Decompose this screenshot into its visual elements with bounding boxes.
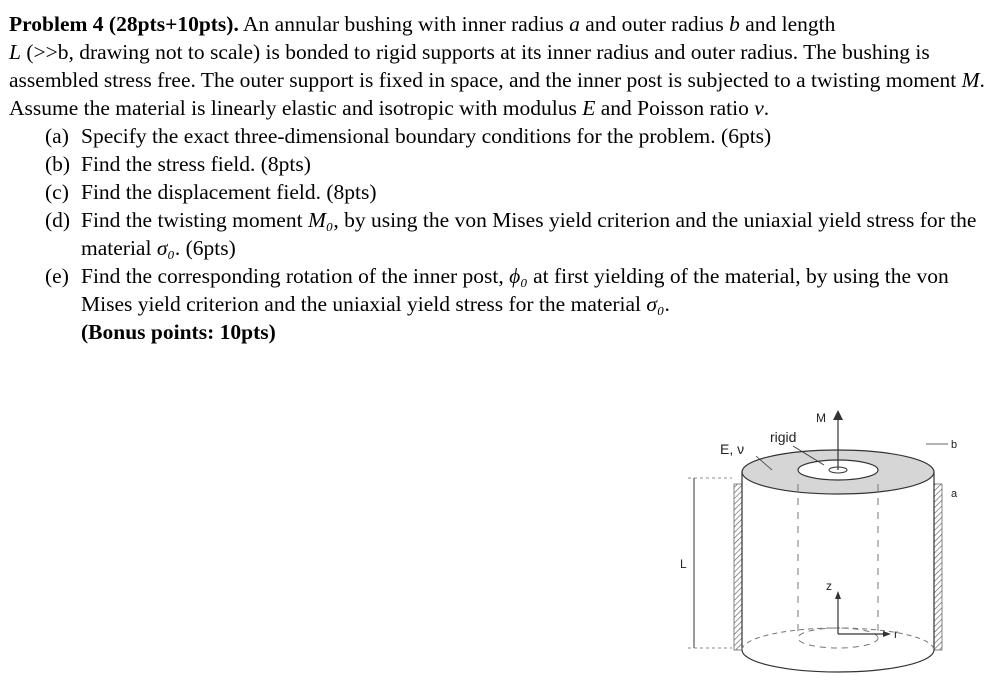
label-a: a xyxy=(951,488,958,500)
var-a: a xyxy=(569,12,580,36)
part-tag: (d) xyxy=(45,208,71,232)
bushing-diagram xyxy=(676,398,966,690)
part-e xyxy=(9,262,994,346)
part-text: . xyxy=(664,292,670,316)
part-text: Specify the exact three-dimensional boundary conditions for the problem. (6pts) xyxy=(81,124,772,148)
part-tag: (c) xyxy=(45,180,69,204)
intro-text: . xyxy=(763,96,770,120)
intro-text: (>>b, drawing not to scale) is bonded to rigid supports at its inner radius and outer radius. The bushing is assembled stress free. The outer support is fixed in space, and the inner post is subjected to a twisting moment xyxy=(9,40,962,92)
label-M: M xyxy=(816,411,826,425)
var-E: E xyxy=(582,96,596,120)
part-tag: (b) xyxy=(45,152,71,176)
label-rigid: rigid xyxy=(770,429,797,445)
moment-arrowhead xyxy=(833,410,843,420)
label-L: L xyxy=(680,557,687,571)
problem-heading: Problem 4 (28pts+10pts). xyxy=(9,12,239,36)
part-text: Find the corresponding rotation of the inner post, xyxy=(81,264,510,288)
part-d xyxy=(9,206,994,262)
part-tag: (a) xyxy=(45,124,69,148)
var-b: b xyxy=(729,12,740,36)
part-text: Find the twisting moment xyxy=(81,208,308,232)
symbol-sigma0: σ₀ xyxy=(156,236,175,260)
symbol-sigma0: σ₀ xyxy=(646,292,665,316)
bottom-front-edge xyxy=(742,650,934,672)
symbol-phi0: ϕ₀ xyxy=(509,264,528,288)
problem-statement xyxy=(9,10,994,346)
label-b: b xyxy=(951,439,958,451)
problem-intro xyxy=(9,10,994,122)
part-text: at first yielding of the material, by using the von Mises yield criterion and the uniaxial yield stress for the material xyxy=(81,264,949,316)
part-b xyxy=(9,150,994,178)
label-E-nu: E, ν xyxy=(720,441,745,457)
intro-text: and outer radius xyxy=(579,12,730,36)
intro-text: An annular bushing with inner radius xyxy=(238,12,570,36)
label-r: r xyxy=(894,627,898,641)
intro-text: and Poisson ratio xyxy=(595,96,755,120)
part-text: . (6pts) xyxy=(174,236,236,260)
intro-text: . Assume the material is linearly elastic and isotropic with modulus xyxy=(9,68,985,120)
part-text: Find the stress field. (8pts) xyxy=(81,152,311,176)
outer-support-left xyxy=(734,484,742,650)
intro-text: and length xyxy=(739,12,836,36)
part-text: , by using the von Mises yield criterion and the uniaxial yield stress for the material xyxy=(81,208,977,260)
part-c xyxy=(9,178,994,206)
part-tag: (e) xyxy=(45,264,69,288)
var-M: M xyxy=(961,68,980,92)
part-text: Find the displacement field. (8pts) xyxy=(81,180,377,204)
var-nu: ν xyxy=(754,96,764,120)
outer-support-right xyxy=(934,484,942,650)
question-parts xyxy=(9,122,994,346)
bonus-points: (Bonus points: 10pts) xyxy=(81,320,276,344)
part-a xyxy=(9,122,994,150)
symbol-M0: M₀ xyxy=(307,208,334,232)
var-L: L xyxy=(9,40,21,64)
label-z: z xyxy=(826,579,832,593)
